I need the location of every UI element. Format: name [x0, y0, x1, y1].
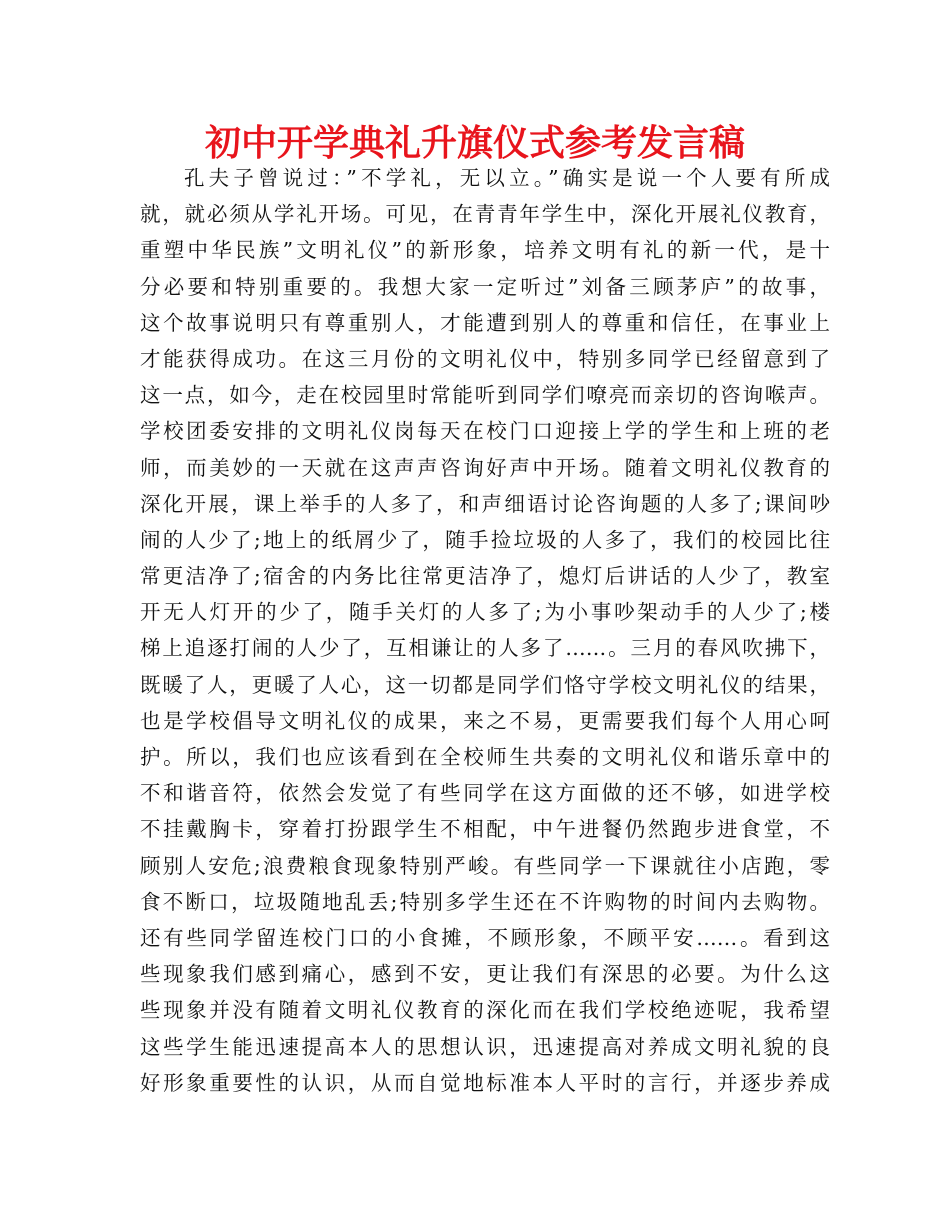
body-line: 还有些同学留连校门口的小食摊，不顾形象，不顾平安……。看到这 [140, 925, 830, 950]
body-line: 既暖了人，更暖了人心，这一切都是同学们恪守学校文明礼仪的结果， [140, 672, 830, 697]
body-line: 不和谐音符，依然会发觉了有些同学在这方面做的还不够，如进学校 [140, 781, 830, 806]
body-line: 闹的人少了;地上的纸屑少了，随手捡垃圾的人多了，我们的校园比往 [140, 527, 830, 552]
body-line: 不挂戴胸卡，穿着打扮跟学生不相配，中午进餐仍然跑步进食堂，不 [140, 817, 830, 842]
body-line: 护。所以，我们也应该看到在全校师生共奏的文明礼仪和谐乐章中的 [140, 745, 830, 769]
body-line: 这一点，如今，走在校园里时常能听到同学们嘹亮而亲切的咨询喉声。 [140, 383, 830, 408]
document-title: 初中开学典礼升旗仪式参考发言稿 [204, 123, 745, 164]
body-line: 些现象我们感到痛心，感到不安，更让我们有深思的必要。为什么这 [140, 962, 830, 987]
body-line: 开无人灯开的少了，随手关灯的人多了;为小事吵架动手的人少了;楼 [140, 600, 830, 625]
body-line: 顾别人安危;浪费粮食现象特别严峻。有些同学一下课就往小店跑，零 [140, 853, 830, 878]
body-line: 这个故事说明只有尊重别人，才能遭到别人的尊重和信任，在事业上 [140, 310, 830, 335]
body-line: 师，而美妙的一天就在这声声咨询好声中开场。随着文明礼仪教育的 [140, 455, 830, 480]
body-line: 些现象并没有随着文明礼仪教育的深化而在我们学校绝迹呢，我希望 [140, 998, 830, 1023]
body-line: 常更洁净了;宿舍的内务比往常更洁净了，熄灯后讲话的人少了，教室 [140, 564, 830, 589]
body-line: 孔夫子曾说过：”不学礼，无以立。”确实是说一个人要有所成 [184, 166, 830, 190]
body-line: 就，就必须从学礼开场。可见，在青青年学生中，深化开展礼仪教育， [140, 202, 830, 227]
body-line: 才能获得成功。在这三月份的文明礼仪中，特别多同学已经留意到了 [140, 346, 830, 371]
body-line: 也是学校倡导文明礼仪的成果，来之不易，更需要我们每个人用心呵 [140, 708, 830, 733]
body-line: 食不断口，垃圾随地乱丢;特别多学生还在不许购物的时间内去购物。 [140, 889, 830, 914]
body-line: 重塑中华民族”文明礼仪”的新形象，培养文明有礼的新一代，是十 [140, 238, 830, 263]
body-line: 深化开展，课上举手的人多了，和声细语讨论咨询题的人多了;课间吵 [140, 491, 830, 516]
body-line: 这些学生能迅速提高本人的思想认识，迅速提高对养成文明礼貌的良 [140, 1034, 830, 1059]
body-line: 分必要和特别重要的。我想大家一定听过”刘备三顾茅庐”的故事， [140, 274, 830, 299]
document-body [140, 160, 830, 1101]
body-line: 梯上追逐打闹的人少了，互相谦让的人多了……。三月的春风吹拂下， [140, 636, 830, 661]
body-line: 学校团委安排的文明礼仪岗每天在校门口迎接上学的学生和上班的老 [140, 419, 830, 444]
body-line: 好形象重要性的认识，从而自觉地标准本人平时的言行，并逐步养成 [140, 1070, 830, 1095]
